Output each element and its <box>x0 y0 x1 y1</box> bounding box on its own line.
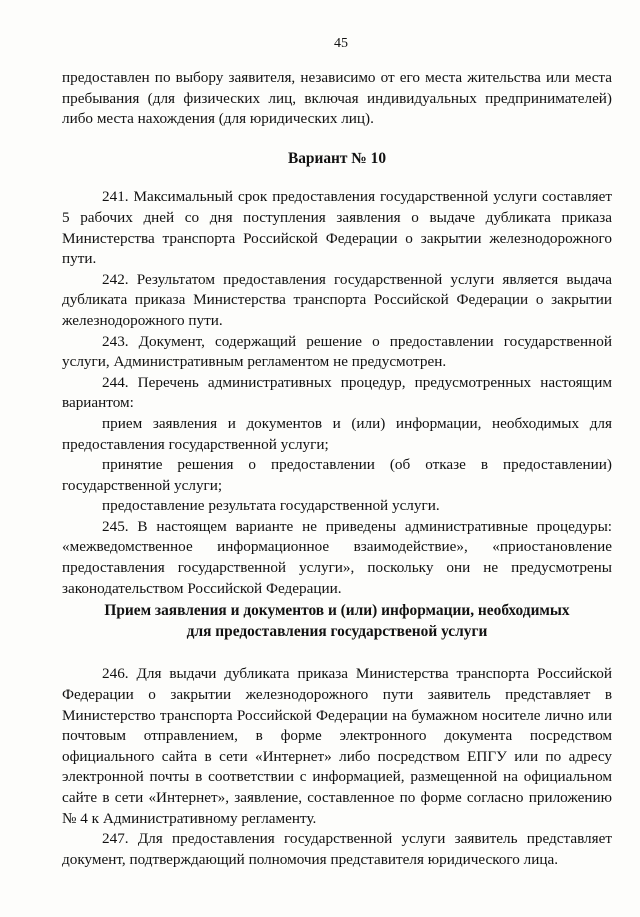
section-heading <box>62 601 612 642</box>
section-heading-line-2: для предоставления государственой услуги <box>186 622 488 640</box>
paragraph-247: 247. Для предоставления государственной услуги заявитель представляет документ, подтверждающий полномочия представителя юридического лица. <box>62 830 612 868</box>
document-body <box>62 68 612 870</box>
procedure-item-decision: принятие решения о предоставлении (об отказе в предоставлении) государственной услуги; <box>62 456 612 494</box>
variant-heading: Вариант № 10 <box>287 149 387 167</box>
procedure-item-result: предоставление результата государственной услуги. <box>102 497 440 515</box>
paragraph-241: 241. Максимальный срок предоставления государственной услуги составляет 5 рабочих дней со дня поступления заявления о выдаче дубликата приказа Министерства транспорта Российской Федерации о закрытии железнодорожного пути. <box>62 188 612 268</box>
paragraph-245: 245. В настоящем варианте не приведены административные процедуры: «межведомственное информационное взаимодействие», «приостановление предоставления государственной услуги», поскольку они не предусмотрены законодательством Российской Федерации. <box>62 517 612 597</box>
page-number: 45 <box>334 36 348 51</box>
paragraph-244: 244. Перечень административных процедур, предусмотренных настоящим вариантом: <box>62 373 612 412</box>
intro-paragraph: предоставлен по выбору заявителя, независимо от его места жительства или места пребывания (для физических лиц, включая индивидуальных предпринимателей) либо места нахождения (для юридических лиц). <box>62 69 612 128</box>
paragraph-243: 243. Документ, содержащий решение о предоставлении государственной услуги, Административным регламентом не предусмотрен. <box>62 332 612 371</box>
paragraph-242: 242. Результатом предоставления государственной услуги является выдача дубликата приказа Министерства транспорта Российской Федерации о закрытии железнодорожного пути. <box>62 270 612 329</box>
procedure-item-receive-application: прием заявления и документов и (или) информации, необходимых для предоставления государственной услуги; <box>62 414 612 453</box>
paragraph-246: 246. Для выдачи дубликата приказа Министерства транспорта Российской Федерации о закрытии железнодорожного пути заявитель представляет в Министерство транспорта Российской Федерации на бумажном носителе лично или почтовым отправлением, в форме электронного документа посредством официального сайта в сети «Интернет» либо посредством ЕПГУ или по адресу электронной почты в соответствии с информацией, размещенной на официальном сайте в сети «Интернет», заявление, составленное по форме согласно приложению № 4 к Административному регламенту. <box>62 665 612 827</box>
section-heading-line-1: Прием заявления и документов и (или) информации, необходимых <box>104 602 570 620</box>
